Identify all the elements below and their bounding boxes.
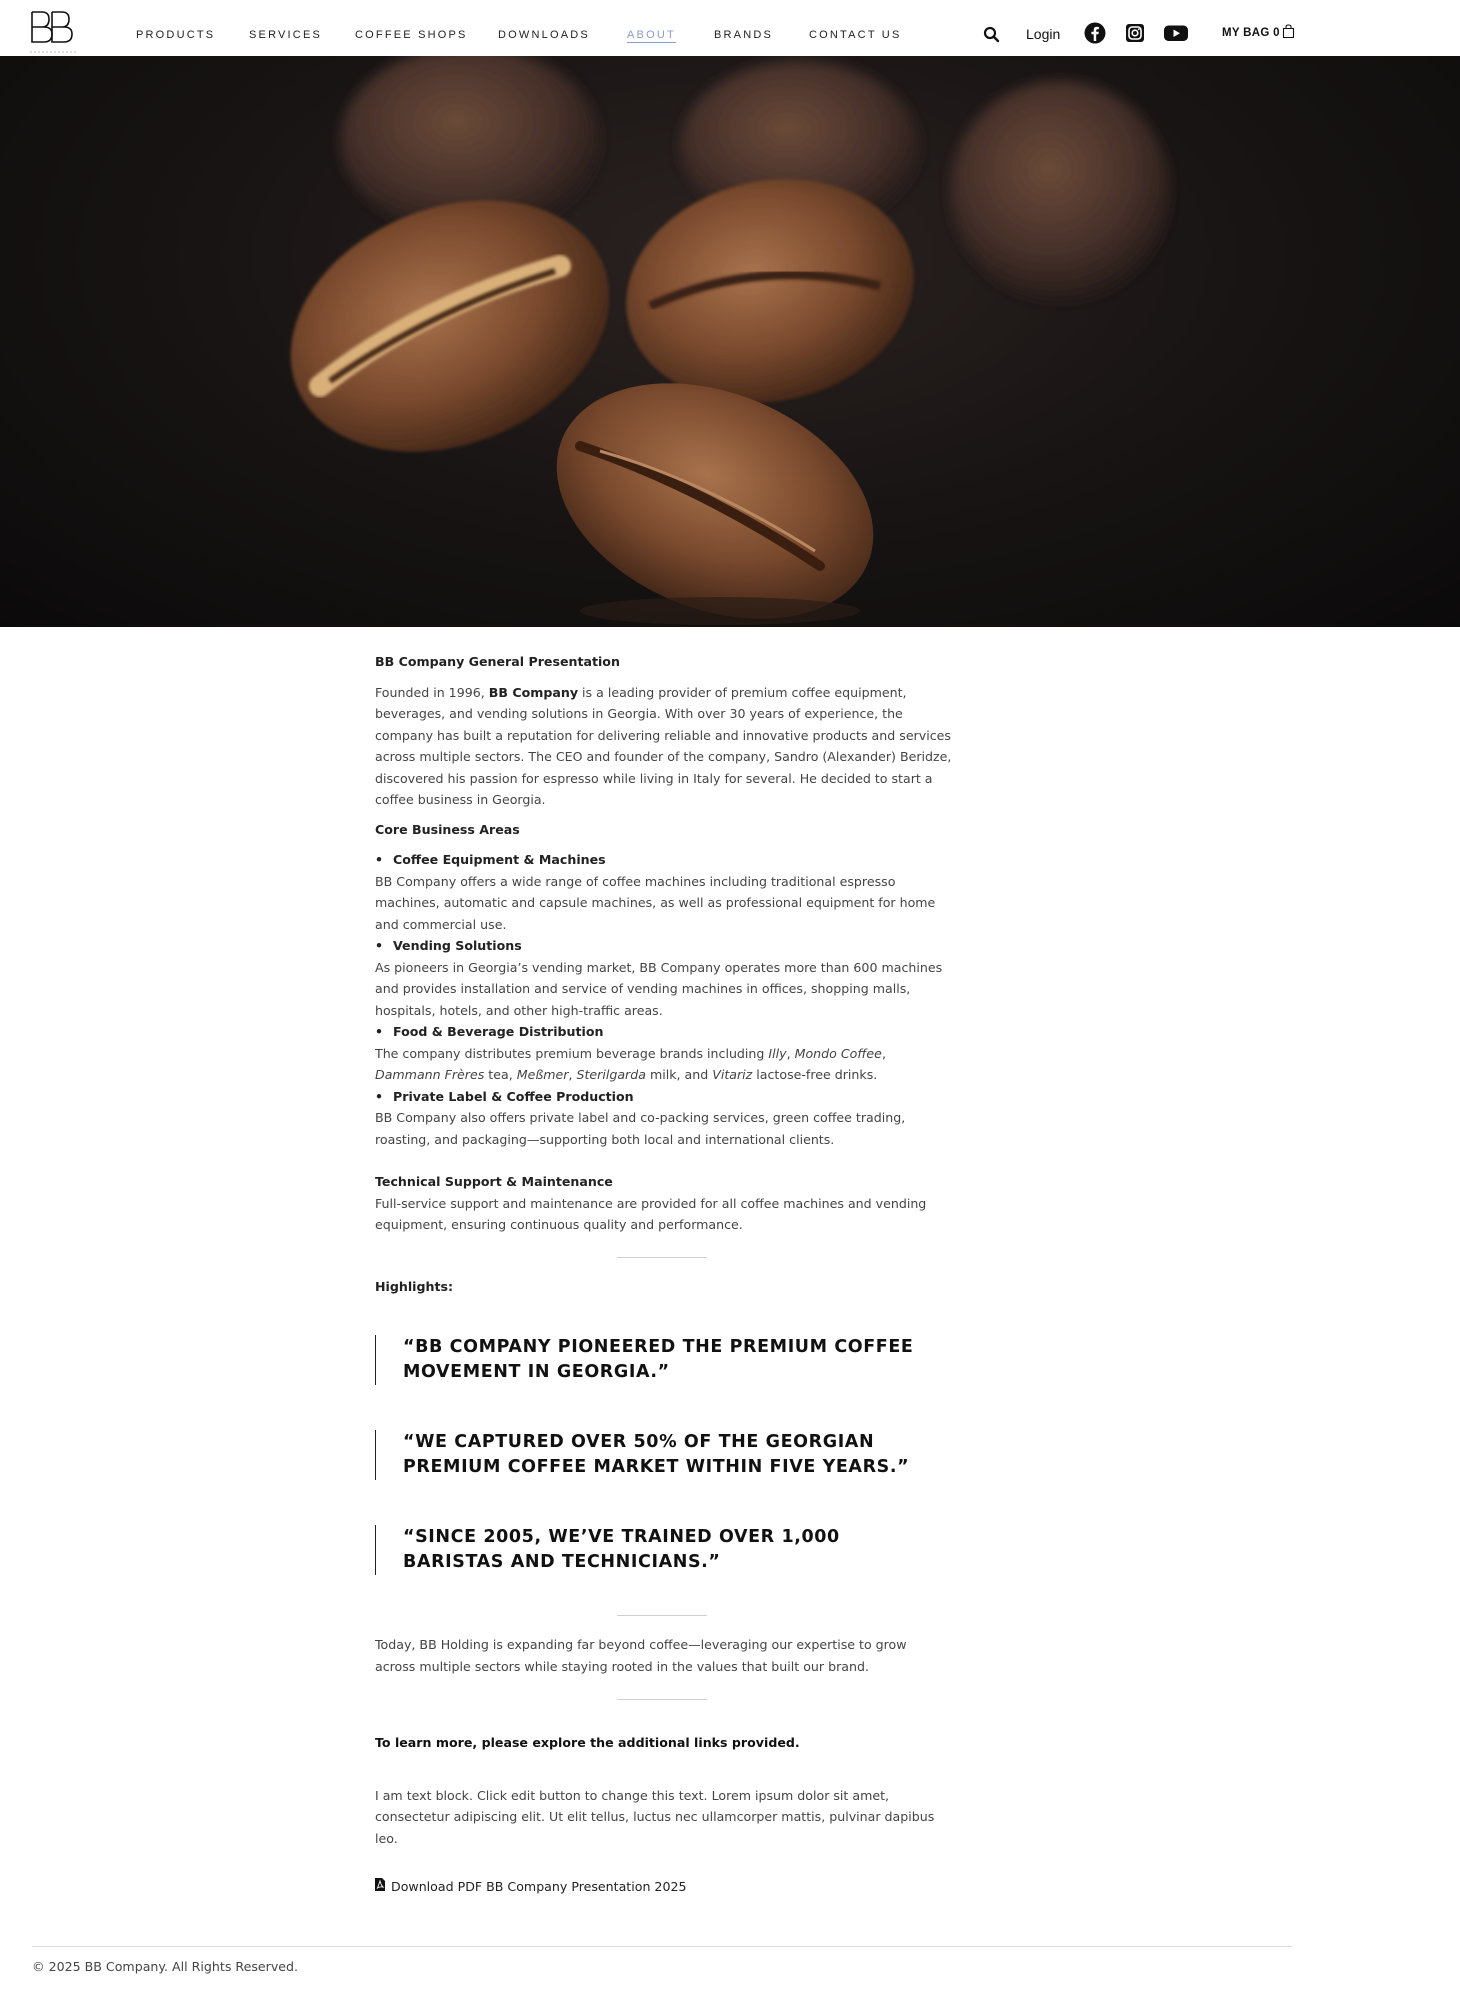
highlight-quote: “SINCE 2005, WE’VE TRAINED OVER 1,000 BARISTAS AND TECHNICIANS.”: [375, 1525, 915, 1575]
learn-more-text: To learn more, please explore the additional links provided.: [375, 1735, 800, 1750]
nav-services[interactable]: SERVICES: [249, 29, 323, 41]
about-content: [375, 651, 955, 1898]
distribution-text-2: tea,: [484, 1067, 517, 1082]
brand-dammann-freres: Dammann Frères: [375, 1067, 485, 1082]
distribution-text-4: lactose-free drinks.: [752, 1067, 878, 1082]
highlight-quote: “WE CAPTURED OVER 50% OF THE GEORGIAN PREMIUM COFFEE MARKET WITHIN FIVE YEARS.”: [375, 1430, 915, 1480]
bb-logo[interactable]: [28, 10, 78, 56]
footer-divider: [32, 1946, 1292, 1947]
separator: ,: [786, 1045, 795, 1061]
placeholder-text-block: I am text block. Click edit button to change this text. Lorem ipsum dolor sit amet, consectetur adipiscing elit. Ut elit tellus, luctus nec ullamcorper mattis, pulvinar dapibus leo.: [375, 1787, 935, 1846]
area-title-equipment: • Coffee Equipment & Machines: [375, 849, 955, 871]
brand-mondo-coffee: Mondo Coffee: [794, 1045, 882, 1061]
search-icon[interactable]: [983, 26, 1000, 43]
nav-coffee-shops[interactable]: COFFEE SHOPS: [355, 29, 468, 41]
area-title-vending: • Vending Solutions: [375, 935, 955, 957]
instagram-icon[interactable]: [1124, 22, 1146, 44]
core-business-heading: Core Business Areas: [375, 821, 520, 837]
separator: ,: [568, 1067, 577, 1082]
distribution-text-1: The company distributes premium beverage brands including: [375, 1045, 769, 1061]
area-title-distribution: • Food & Beverage Distribution: [375, 1021, 955, 1043]
login-link[interactable]: Login: [1026, 26, 1061, 42]
brand-messmer: Meßmer: [516, 1067, 569, 1082]
today-paragraph: Today, BB Holding is expanding far beyond coffee—leveraging our expertise to grow across multiple sectors while staying rooted in the values that built our brand.: [375, 1637, 907, 1674]
intro-company-name: BB Company: [488, 684, 579, 700]
pdf-file-icon: [375, 1876, 385, 1898]
intro-prefix: Founded in 1996,: [375, 684, 489, 700]
section-divider: [617, 1615, 707, 1616]
area-text-distribution: [375, 1043, 955, 1086]
shopping-bag-icon[interactable]: [1282, 24, 1295, 39]
download-pdf-link[interactable]: [375, 1876, 955, 1898]
nav-contact-us[interactable]: CONTACT US: [809, 29, 902, 41]
support-heading: Technical Support & Maintenance: [375, 1174, 613, 1189]
facebook-icon[interactable]: [1084, 22, 1106, 44]
area-title-private-label: • Private Label & Coffee Production: [375, 1086, 955, 1108]
separator: ,: [881, 1045, 886, 1061]
section-divider: [617, 1699, 707, 1700]
download-pdf-label[interactable]: Download PDF BB Company Presentation 2025: [391, 1879, 687, 1894]
nav-downloads[interactable]: DOWNLOADS: [498, 29, 590, 41]
nav-brands[interactable]: BRANDS: [714, 29, 774, 41]
nav-about[interactable]: ABOUT: [627, 29, 676, 41]
area-text-private-label: BB Company also offers private label and co-packing services, green coffee trading, roasting, and packaging—supporting both local and international clients.: [375, 1110, 906, 1147]
brand-sterilgarda: Sterilgarda: [576, 1067, 646, 1082]
brand-vitariz: Vitariz: [712, 1067, 753, 1082]
site-header: [0, 0, 1460, 56]
nav-products[interactable]: PRODUCTS: [136, 29, 216, 41]
youtube-icon[interactable]: [1163, 22, 1189, 44]
area-text-equipment: BB Company offers a wide range of coffee machines including traditional espresso machines, automatic and capsule machines, as well as professional equipment for home and commercial use.: [375, 873, 936, 932]
highlights-heading: Highlights:: [375, 1278, 454, 1294]
area-text-vending: As pioneers in Georgia’s vending market, BB Company operates more than 600 machines and provides installation and service of vending machines in offices, shopping malls, hospitals, hotels, and other high-traffic areas.: [375, 959, 943, 1018]
intro-text: is a leading provider of premium coffee equipment, beverages, and vending solutions in Georgia. With over 30 years of experience, the company has built a reputation for delivering reliable and innovative products and services across multiple sectors. The CEO and founder of the company, Sandro (Alexander) Beridze, discovered his passion for espresso while living in Italy for several. He decided to start a coffee business in Georgia.: [375, 684, 952, 807]
intro-paragraph: [375, 682, 955, 811]
distribution-text-3: milk, and: [645, 1067, 713, 1082]
brand-illy: Illy: [768, 1045, 787, 1061]
support-text: Full-service support and maintenance are provided for all coffee machines and vending equipment, ensuring continuous quality and performance.: [375, 1195, 927, 1232]
highlight-quote: “BB COMPANY PIONEERED THE PREMIUM COFFEE MOVEMENT IN GEORGIA.”: [375, 1335, 915, 1385]
section-divider: [617, 1257, 707, 1258]
footer-copyright: © 2025 BB Company. All Rights Reserved.: [32, 1959, 299, 1974]
hero-coffee-beans-image: [0, 56, 1460, 627]
presentation-title: BB Company General Presentation: [375, 654, 620, 669]
my-bag-link[interactable]: MY BAG 0: [1222, 27, 1280, 39]
